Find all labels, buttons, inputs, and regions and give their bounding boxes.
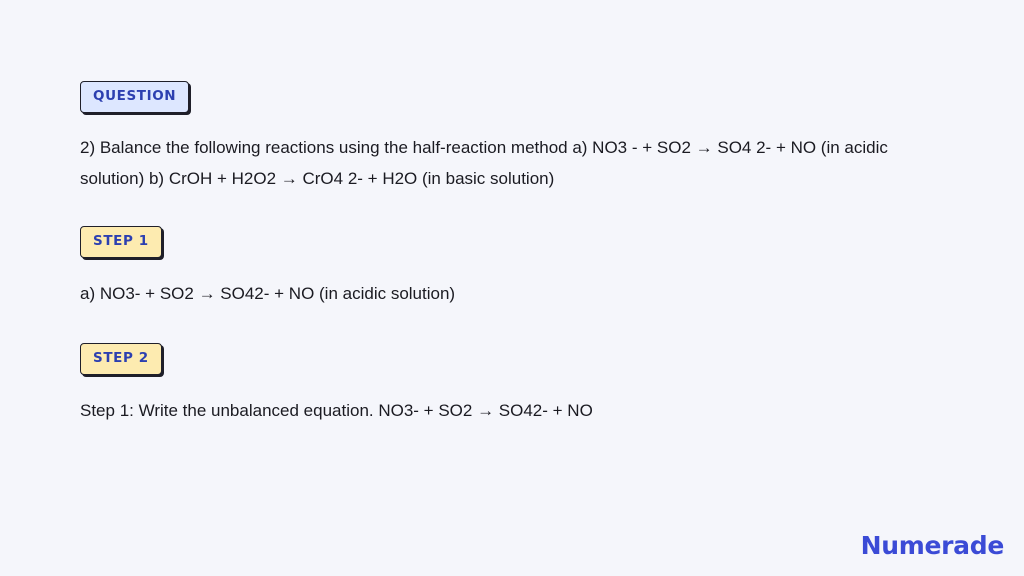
step-1-text: a) NO3- + SO2 → SO42- + NO (in acidic solution) — [80, 284, 456, 303]
question-text: 2) Balance the following reactions using the half-reaction method a) NO3 - + SO2 → SO4 2- + NO (in acidic solution) b) CrOH + H2O2 → CrO4 2- + H2O (in basic solution) — [80, 138, 888, 188]
question-badge: QUESTION — [80, 81, 189, 113]
step-2-text: Step 1: Write the unbalanced equation. NO3- + SO2 → SO42- + NO — [80, 401, 593, 420]
step-2-badge: STEP 2 — [80, 343, 162, 375]
step-1-badge: STEP 1 — [80, 226, 162, 258]
numerade-logo: Numerade — [860, 531, 1004, 560]
